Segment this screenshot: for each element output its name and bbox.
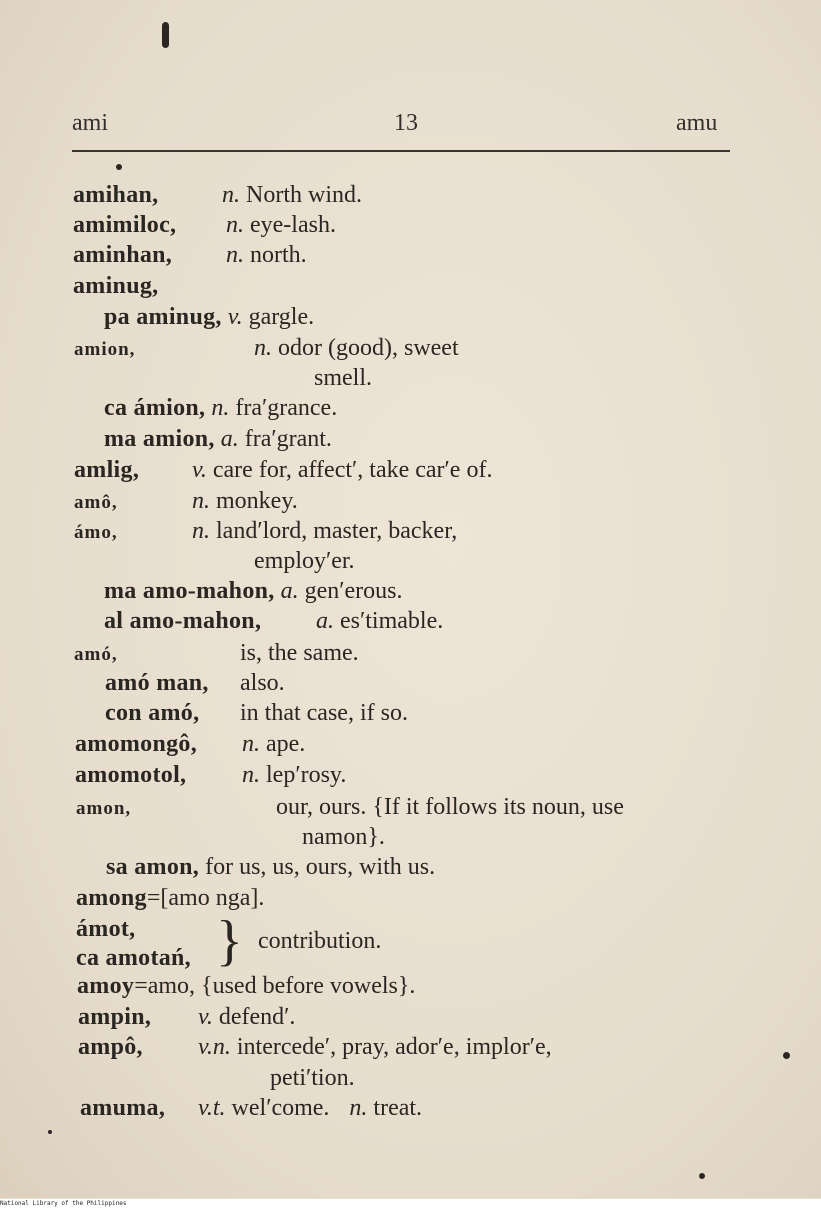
definition: lep′rosy. (260, 762, 347, 788)
headword: amó, (74, 644, 118, 665)
definition-continuation: peti′tion. (270, 1065, 355, 1091)
entry-row (73, 181, 158, 209)
headword: amó man, (105, 670, 209, 696)
entry-definition (222, 181, 362, 209)
entry-definition (198, 1003, 295, 1031)
entry-row (74, 517, 118, 547)
entry-row (78, 1033, 143, 1061)
definition: es′timable. (334, 608, 444, 634)
headword: ma amion, (104, 426, 215, 452)
part-of-speech: v. (198, 1004, 213, 1030)
entry-definition (192, 517, 457, 545)
ink-speck (699, 1173, 705, 1179)
entry-row (73, 241, 172, 269)
headword: pa aminug, (104, 304, 222, 330)
ink-speck (783, 1052, 790, 1059)
entry-row (104, 577, 402, 605)
entry-row (106, 853, 435, 881)
entry-definition (226, 241, 307, 269)
part-of-speech: v. (227, 304, 243, 330)
running-head-right: amu (676, 110, 718, 136)
definition-continuation: employ′er. (254, 548, 355, 574)
headword: aminhan, (73, 242, 173, 268)
entry-row (76, 884, 264, 912)
definition: =[amo nga]. (146, 885, 265, 911)
definition: for us, us, ours, with us. (205, 854, 436, 880)
entry-row (73, 272, 158, 300)
definition: =amo, {used before vowels}. (134, 973, 416, 999)
entry-row (74, 456, 139, 484)
header-rule (72, 150, 730, 152)
entry-definition (192, 456, 492, 484)
headword: amion, (74, 339, 136, 360)
entry-row (104, 303, 314, 331)
entry-definition: also. (240, 670, 285, 696)
definition: wel′come. (225, 1095, 330, 1121)
definition: intercede′, pray, ador′e, implor′e, (230, 1034, 552, 1060)
part-of-speech: a. (220, 426, 239, 452)
ink-smudge (162, 22, 169, 48)
part-of-speech: n. (242, 762, 260, 788)
headword: among (76, 885, 147, 911)
entry-row (105, 699, 199, 727)
headword: ámot, (76, 916, 136, 942)
headword: al amo-mahon, (104, 608, 262, 634)
entry-definition (198, 1094, 422, 1122)
entry-row (74, 334, 135, 364)
headword: amoy (77, 973, 135, 999)
definition: gargle. (242, 304, 315, 330)
headword: amô, (74, 492, 118, 513)
part-of-speech: n. (192, 488, 210, 514)
entry-definition: is, the same. (240, 640, 359, 666)
headword-variant: ca amotań, (76, 945, 191, 971)
definition-continuation: namon}. (302, 824, 385, 850)
page-number: 13 (394, 110, 418, 136)
headword: amomotol, (75, 762, 187, 788)
entry-definition (192, 487, 298, 515)
definition: eye-lash. (244, 212, 336, 238)
entry-row (104, 607, 261, 635)
definition: gen′erous. (298, 578, 403, 604)
entry-row (74, 487, 118, 517)
part-of-speech: n. (192, 518, 210, 544)
entry-row (76, 944, 191, 972)
entry-row (104, 394, 337, 422)
headword: ma amo-mahon, (104, 578, 275, 604)
definition: North wind. (240, 182, 362, 208)
headword: amihan, (73, 182, 159, 208)
entry-definition (254, 334, 459, 362)
headword: sa amon, (106, 854, 200, 880)
entry-row (105, 669, 209, 697)
entry-definition (198, 1033, 552, 1061)
headword: aminug, (73, 273, 159, 299)
entry-definition: contribution. (258, 928, 382, 954)
footer-credit: National Library of the Philippines (0, 1199, 821, 1208)
part-of-speech: n. (254, 335, 272, 361)
headword: amomongô, (75, 731, 198, 757)
entry-definition (242, 761, 346, 789)
part-of-speech: n. (349, 1095, 368, 1121)
part-of-speech: v.n. (198, 1034, 231, 1060)
definition: treat. (367, 1095, 423, 1121)
entry-row (75, 730, 197, 758)
definition: north. (244, 242, 307, 268)
part-of-speech: n. (226, 212, 244, 238)
entry-definition (316, 607, 443, 635)
running-head-left: ami (72, 110, 108, 136)
entry-row (104, 425, 332, 453)
entry-row (76, 793, 131, 823)
entry-row (80, 1094, 165, 1122)
entry-definition (226, 211, 336, 239)
definition: ape. (260, 731, 306, 757)
headword: amuma, (80, 1095, 166, 1121)
definition: land′lord, master, backer, (210, 518, 458, 544)
definition-continuation: smell. (314, 365, 372, 391)
definition: fra′grance. (229, 395, 338, 421)
part-of-speech: n. (242, 731, 260, 757)
ink-speck (48, 1130, 52, 1134)
entry-row (77, 972, 415, 1000)
entry-definition: in that case, if so. (240, 700, 408, 726)
entry-definition (242, 730, 305, 758)
part-of-speech: n. (226, 242, 244, 268)
part-of-speech: v. (192, 457, 207, 483)
entry-row (75, 761, 186, 789)
part-of-speech: n. (211, 395, 230, 421)
definition: care for, affect′, take car′e of. (206, 457, 493, 483)
entry-row (73, 211, 176, 239)
entry-definition: our, ours. {If it follows its noun, use (276, 794, 624, 820)
headword: amlig, (74, 457, 140, 483)
headword: amimiloc, (73, 212, 177, 238)
headword: ampô, (78, 1034, 143, 1060)
headword: ampin, (78, 1004, 152, 1030)
headword: con amó, (105, 700, 200, 726)
part-of-speech: n. (222, 182, 240, 208)
definition: fra′grant. (238, 426, 332, 452)
definition: odor (good), sweet (272, 335, 459, 361)
definition: defend′. (212, 1004, 296, 1030)
definition: monkey. (210, 488, 298, 514)
entry-row (78, 1003, 151, 1031)
entry-row (76, 915, 135, 943)
part-of-speech: a. (316, 608, 334, 634)
headword: ámo, (74, 522, 118, 543)
part-of-speech: v.t. (198, 1095, 226, 1121)
headword: ca ámion, (104, 395, 206, 421)
ink-speck (116, 164, 122, 170)
part-of-speech: a. (280, 578, 299, 604)
entry-row (74, 639, 118, 669)
grouping-brace: } (216, 910, 243, 972)
headword: amon, (76, 798, 132, 819)
